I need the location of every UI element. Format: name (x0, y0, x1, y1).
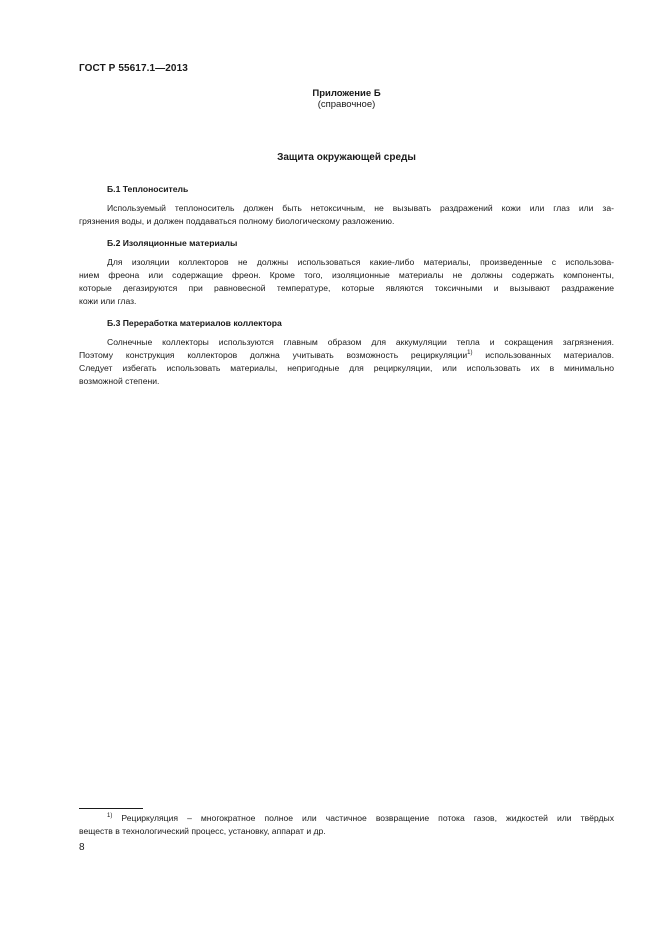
paragraph-b1 (79, 202, 614, 228)
footnote (79, 812, 614, 838)
paragraph-b3 (79, 336, 614, 388)
paragraph-line: Поэтому конструкция коллекторов должна учитывать возможность рециркуляции$^{1)}$ использованных материалов. (79, 350, 615, 360)
subsection-heading-b3: Б.3 Переработка материалов коллектора (107, 318, 282, 328)
paragraph-b2 (79, 256, 614, 308)
paragraph-line: возможной степени. (79, 376, 160, 386)
paragraph-line: Для изоляции коллекторов не должны использоваться какие-либо материалы, произведенные с использова- (107, 257, 614, 267)
footnote-reference: 1) (467, 350, 473, 356)
paragraph-line: кожи или глаз. (79, 296, 137, 306)
subsection-heading-b1: Б.1 Теплоноситель (107, 184, 189, 194)
page-number: 8 (79, 842, 85, 853)
footnote-line: $^{1)}$ Рециркуляция – многократное полное или частичное возвращение потока газов, жидкостей или твёрдых (107, 813, 614, 823)
paragraph-line: Следует избегать использовать материалы, непригодные для рециркуляции, или использовать их в минимально (79, 363, 614, 373)
section-title: Защита окружающей среды (277, 152, 416, 163)
footnote-line: веществ в технологический процесс, установку, аппарат и др. (79, 826, 326, 836)
annex-subtitle: (справочное) (317, 99, 376, 110)
document-code: ГОСТ Р 55617.1—2013 (79, 63, 188, 74)
annex-title: Приложение Б (312, 88, 381, 99)
subsection-heading-b2: Б.2 Изоляционные материалы (107, 238, 238, 248)
paragraph-line: грязнения воды, и должен поддаваться полному биологическому разложению. (79, 216, 395, 226)
footnote-marker: 1) (107, 813, 113, 819)
paragraph-line: нием фреона или содержащие фреон. Кроме того, изоляционные материалы не должны содержать компоненты, (79, 270, 614, 280)
paragraph-line: которые дегазируются при равновесной температуре, которые являются токсичными и вызывают раздражение (79, 283, 614, 293)
footnote-divider (79, 808, 143, 809)
paragraph-line: Используемый теплоноситель должен быть нетоксичным, не вызывать раздражений кожи или глаз или за- (107, 203, 614, 213)
paragraph-line: Солнечные коллекторы используются главным образом для аккумуляции тепла и сокращения загрязнения. (107, 337, 614, 347)
